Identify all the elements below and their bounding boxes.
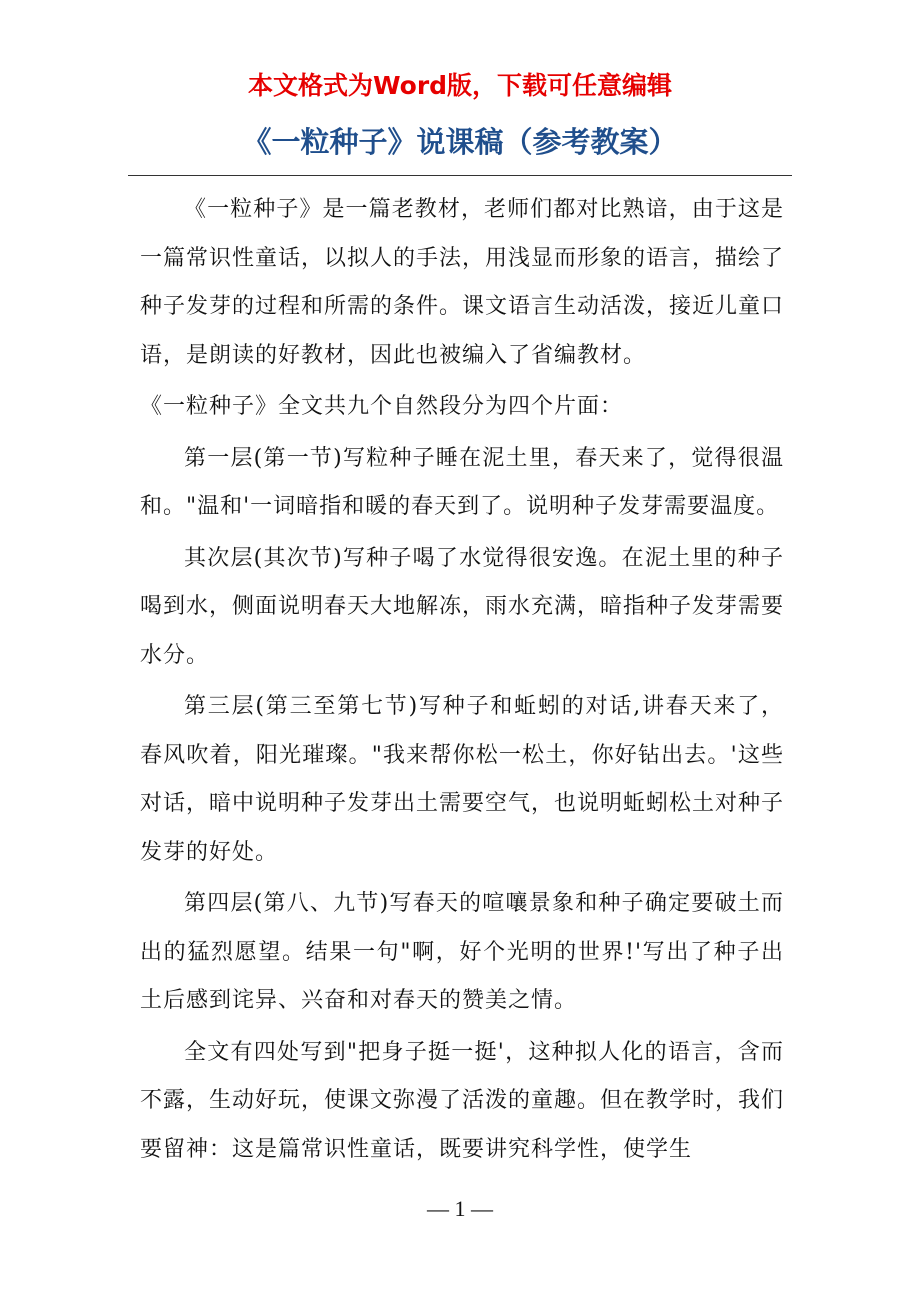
paragraph-layer-1: 第一层(第一节)写粒种子睡在泥土里，春天来了，觉得很温和。"温和'一词暗指和暖的春天到了。说明种子发芽需要温度。 [140,445,784,519]
paragraph-summary: 全文有四处写到"把身子挺一挺'，这种拟人化的语言，含而不露，生动好玩，使课文弥漫了活泼的童趣。但在教学时，我们要留神：这是篇常识性童话，既要讲究科学性，使学生 [140,1039,785,1162]
paragraph-layer-4: 第四层(第八、九节)写春天的喧嚷景象和种子确定要破土而出的猛烈愿望。结果一句"啊，好个光明的世界!'写出了种子出土后感到诧异、兴奋和对春天的赞美之情。 [140,891,784,1013]
download-banner: 本文格式为Word版，下载可任意编辑 [247,71,673,100]
paragraph-layer-3: 第三层(第三至第七节)写种子和蚯蚓的对话,讲春天来了，春风吹着，阳光璀璨。"我来帮你松一松土，你好钻出去。'这些对话，暗中说明种子发芽出土需要空气，也说明蚯蚓松土对种子发芽的好处。 [140,694,785,865]
paragraph-intro: 《一粒种子》是一篇老教材，老师们都对比熟谙，由于这是一篇常识性童话，以拟人的手法，用浅显而形象的语言，描绘了种子发芽的过程和所需的条件。课文语言生动活泼，接近儿童口语，是朗读的好教材，因此也被编入了省编教材。 [140,197,785,368]
document-body [140,186,784,1177]
paragraph-layer-2: 其次层(其次节)写种子喝了水觉得很安逸。在泥土里的种子喝到水，侧面说明春天大地解冻，雨水充满，暗指种子发芽需要水分。 [140,545,785,668]
page-title: 《一粒种子》说课稿（参考教案） [242,125,678,159]
paragraph-structure: 《一粒种子》全文共九个自然段分为四个片面： [140,394,624,419]
page-number: — 1 — [427,1196,493,1221]
title-divider [128,175,792,176]
